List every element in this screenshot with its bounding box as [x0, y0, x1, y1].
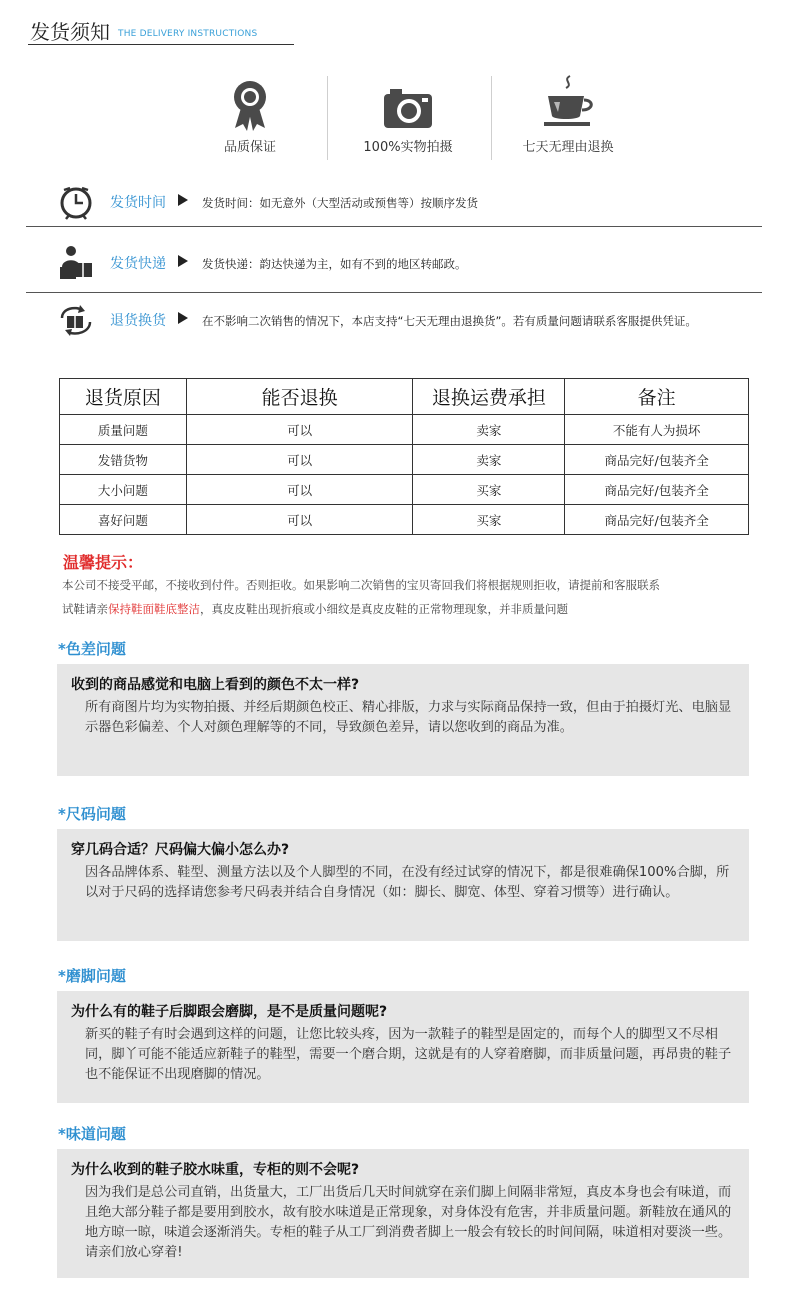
page-title: 发货须知: [30, 20, 110, 44]
tips-line-1: 本公司不接受平邮，不接收到付件。否则拒收。如果影响二次销售的宝贝寄回我们将根据规则拒收，请提前和客服联系: [62, 578, 660, 592]
table-cell: 不能有人为损坏: [565, 415, 749, 445]
badge-photo-label: 100%实物拍摄: [363, 140, 453, 155]
clock-icon: [58, 184, 94, 220]
table-header-row: [60, 379, 749, 415]
badge-return: [493, 70, 643, 165]
coffee-cup-icon: [540, 74, 596, 130]
table-cell: 买家: [413, 475, 565, 505]
table-cell: 可以: [186, 475, 413, 505]
badge-divider: [491, 76, 492, 160]
faq-section-title: *味道问题: [58, 1125, 126, 1143]
column-header: 备注: [565, 379, 749, 415]
table-cell: 买家: [413, 505, 565, 535]
badge-divider: [327, 76, 328, 160]
table-cell: 大小问题: [60, 475, 187, 505]
camera-icon: [382, 86, 434, 130]
faq-question: 为什么收到的鞋子胶水味重，专柜的则不会呢?: [71, 1162, 360, 1178]
info-row-time: [26, 176, 762, 228]
badge-photo: [333, 70, 483, 165]
divider: [26, 292, 762, 293]
page-header: [28, 14, 294, 45]
return-policy-table: [59, 378, 749, 535]
faq-answer: 新买的鞋子有时会遇到这样的问题，让您比较头疼，因为一款鞋子的鞋型是固定的，而每个人的脚型又不尽相同，脚丫可能不能适应新鞋子的鞋型，需要一个磨合期，这就是有的人穿着磨脚，而非质量问题，再昂贵的鞋子也不能保证不出现磨脚的情况。: [85, 1027, 732, 1082]
faq-card-size: [57, 829, 749, 941]
faq-question: 收到的商品感觉和电脑上看到的颜色不太一样?: [71, 677, 360, 693]
info-title-time: 发货时间: [110, 195, 166, 211]
info-text-return: 在不影响二次销售的情况下，本店支持“七天无理由退换货”。若有质量问题请联系客服提供凭证。: [202, 314, 697, 328]
faq-card-rubbing: [57, 991, 749, 1103]
arrow-right-icon: [178, 255, 188, 267]
tips-line-2-pre: 试鞋请亲: [62, 602, 108, 616]
faq-card-odor: [57, 1149, 749, 1278]
divider: [26, 226, 762, 227]
tips-title: 温馨提示：: [63, 553, 144, 572]
tips-line-2: [62, 597, 762, 621]
table-cell: 商品完好/包装齐全: [565, 505, 749, 535]
faq-answer: 所有商图片均为实物拍摄、并经后期颜色校正、精心排版，力求与实际商品保持一致，但由于拍摄灯光、电脑显示器色彩偏差、个人对颜色理解等的不同，导致颜色差异，请以您收到的商品为准。: [85, 700, 732, 735]
column-header: 退货原因: [60, 379, 187, 415]
table-row: [60, 505, 749, 535]
page-subtitle: THE DELIVERY INSTRUCTIONS: [118, 29, 258, 39]
table-cell: 发错货物: [60, 445, 187, 475]
table-cell: 商品完好/包装齐全: [565, 445, 749, 475]
badge-quality: [175, 70, 325, 165]
arrow-right-icon: [178, 312, 188, 324]
courier-icon: [58, 245, 94, 281]
tips-text: [62, 573, 762, 621]
column-header: 退换运费承担: [413, 379, 565, 415]
arrow-right-icon: [178, 194, 188, 206]
table-cell: 喜好问题: [60, 505, 187, 535]
faq-section-title: *色差问题: [58, 640, 126, 658]
faq-answer: 因各品牌体系、鞋型、测量方法以及个人脚型的不同，在没有经过试穿的情况下，都是很难确保100%合脚，所以对于尺码的选择请您参考尺码表并结合自身情况（如：脚长、脚宽、体型、穿着习惯等）进行确认。: [85, 865, 730, 900]
table-cell: 卖家: [413, 415, 565, 445]
table-cell: 卖家: [413, 445, 565, 475]
faq-question: 穿几码合适？尺码偏大偏小怎么办?: [71, 842, 290, 858]
faq-section-title: *尺码问题: [58, 805, 126, 823]
faq-answer: 因为我们是总公司直销，出货量大，工厂出货后几天时间就穿在亲们脚上间隔非常短，真皮本身也会有味道，而且绝大部分鞋子都是要用到胶水，故有胶水味道是正常现象，对身体没有危害，并非质量问题。新鞋放在通风的地方晾一晾，味道会逐渐消失。专柜的鞋子从工厂到消费者脚上一般会有较长的时间间隔，味道相对要淡一些。请亲们放心穿着!: [85, 1185, 732, 1260]
info-title-courier: 发货快递: [110, 256, 166, 272]
column-header: 能否退换: [186, 379, 413, 415]
table-cell: 质量问题: [60, 415, 187, 445]
table-cell: 可以: [186, 445, 413, 475]
tips-highlight: 保持鞋面鞋底整洁: [108, 602, 200, 616]
table-cell: 商品完好/包装齐全: [565, 475, 749, 505]
info-text-time: 发货时间：如无意外（大型活动或预售等）按顺序发货: [202, 196, 478, 210]
table-cell: 可以: [186, 415, 413, 445]
quality-ribbon-icon: [230, 80, 270, 132]
table-row: [60, 415, 749, 445]
faq-card-color: [57, 664, 749, 776]
exchange-icon: [58, 302, 94, 338]
tips-line-2-post: ，真皮皮鞋出现折痕或小细纹是真皮皮鞋的正常物理现象，并非质量问题: [200, 602, 568, 616]
info-row-courier: [26, 237, 762, 289]
faq-section-title: *磨脚问题: [58, 967, 126, 985]
info-text-courier: 发货快递：韵达快递为主，如有不到的地区转邮政。: [202, 257, 467, 271]
faq-question: 为什么有的鞋子后脚跟会磨脚，是不是质量问题呢?: [71, 1004, 388, 1020]
badge-quality-label: 品质保证: [223, 140, 276, 155]
table-cell: 可以: [186, 505, 413, 535]
badge-return-label: 七天无理由退换: [522, 140, 614, 155]
info-row-return: [26, 294, 762, 346]
info-title-return: 退货换货: [110, 313, 166, 329]
table-row: [60, 475, 749, 505]
service-badges: [0, 70, 790, 165]
table-row: [60, 445, 749, 475]
